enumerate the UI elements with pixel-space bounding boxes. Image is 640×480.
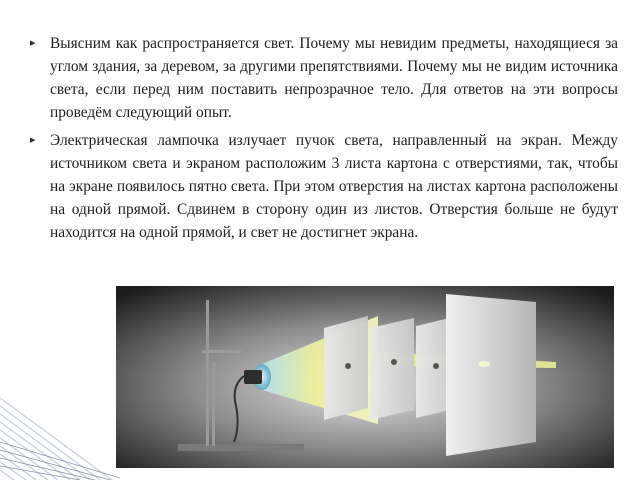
bullet-text-2: Электрическая лампочка излучает пучок света, направленный на экран. Между источником света и экраном расположим 3 листа картона с отверстиями, так, чтобы на экране появилось пятно света. При этом отверстия на листах картона расположены на одной прямой. Сдвинем в сторону один из листов. Отверстия больше не будут находится на одной прямой, и свет не достигнет экрана. <box>50 132 618 241</box>
bullet-text-1: Выясним как распространяется свет. Почему мы невидим предметы, находящиеся за углом здания, за деревом, за другими препятствиями. Почему мы не видим источника света, если перед ним поставить непрозрачное тело. Для ответов на эти вопросы проведём следующий опыт. <box>50 35 618 121</box>
cardboard-sheet-1 <box>324 316 368 420</box>
light-experiment-illustration <box>116 286 614 468</box>
bullet-list <box>30 32 618 249</box>
bullet-item-2 <box>30 129 618 244</box>
cardboard-sheet-2 <box>370 318 414 420</box>
screen <box>446 294 536 456</box>
triangle-bullet-icon: ▸ <box>30 37 36 49</box>
triangle-bullet-icon: ▸ <box>30 134 36 146</box>
lamp-holder <box>244 370 262 384</box>
corner-decoration <box>0 390 120 480</box>
bullet-item-1 <box>30 32 618 124</box>
